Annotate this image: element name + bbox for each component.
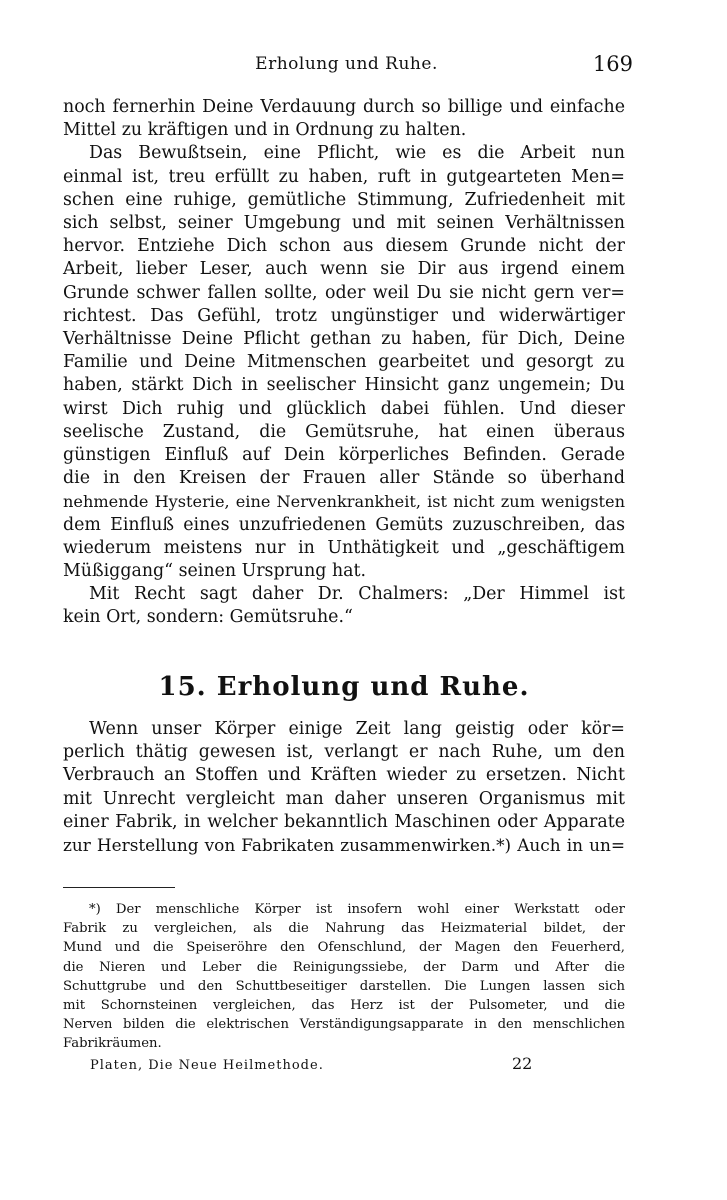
text-line: kein Ort, sondern: Gemütsruhe.“ xyxy=(63,607,353,628)
footnote-line: Fabrikräumen. xyxy=(63,1036,162,1052)
text-line: Mit Recht sagt daher Dr. Chalmers: „Der Himmel ist xyxy=(89,584,625,605)
text-line: dem Einfluß eines unzufriedenen Gemüts zuzuschreiben, das xyxy=(63,514,625,535)
running-title: Erholung und Ruhe. xyxy=(255,54,438,74)
text-line: Familie und Deine Mitmenschen gearbeitet und gesorgt zu xyxy=(63,352,625,373)
text-line: Wenn unser Körper einige Zeit lang geistig oder kör= xyxy=(89,719,625,739)
text-line: zur Herstellung von Fabrikaten zusammenwirken.*) Auch in un= xyxy=(63,835,625,856)
text-line: Grunde schwer fallen sollte, oder weil Du sie nicht gern ver= xyxy=(63,282,625,303)
text-line: sich selbst, seiner Umgebung und mit seinen Verhältnissen xyxy=(63,213,625,234)
footnote-line: die Nieren und Leber die Reinigungssiebe, der Darm und After die xyxy=(63,959,625,975)
footnote-line: Fabrik zu vergleichen, als die Nahrung das Heizmaterial bildet, der xyxy=(63,921,625,937)
text-line: einer Fabrik, in welcher bekanntlich Maschinen oder Apparate xyxy=(63,811,625,832)
text-line: richtest. Das Gefühl, trotz ungünstiger und widerwärtiger xyxy=(63,305,625,326)
section-text xyxy=(63,718,625,857)
sheet-number: 22 xyxy=(512,1054,533,1073)
footnote-line: Nerven bilden die elektrischen Verständigungsapparate in den menschlichen xyxy=(63,1017,625,1033)
signature-line: Platen, Die Neue Heilmethode. xyxy=(90,1058,324,1073)
section-heading: 15. Erholung und Ruhe. xyxy=(158,672,530,702)
footnote-line: mit Schornsteinen vergleichen, das Herz ist der Pulsometer, und die xyxy=(63,998,625,1014)
text-line: haben, stärkt Dich in seelischer Hinsicht ganz ungemein; Du xyxy=(63,375,625,396)
text-line: einmal ist, treu erfüllt zu haben, ruft in gutgearteten Men= xyxy=(63,166,625,187)
text-line: Das Bewußtsein, eine Pflicht, wie es die Arbeit nun xyxy=(89,143,625,164)
text-line: mit Unrecht vergleicht man daher unseren Organismus mit xyxy=(63,788,625,809)
text-line: hervor. Entziehe Dich schon aus diesem Grunde nicht der xyxy=(63,236,625,257)
text-line: Arbeit, lieber Leser, auch wenn sie Dir aus irgend einem xyxy=(63,259,625,280)
text-line: wiederum meistens nur in Unthätigkeit und „geschäftigem xyxy=(63,537,625,558)
text-line: noch fernerhin Deine Verdauung durch so billige und einfache xyxy=(63,97,625,117)
text-line: seelische Zustand, die Gemütsruhe, hat einen überaus xyxy=(63,421,625,442)
text-line: wirst Dich ruhig und glücklich dabei fühlen. Und dieser xyxy=(63,398,625,419)
footnote-line: Mund und die Speiseröhre den Ofenschlund, der Magen den Feuerherd, xyxy=(63,940,625,956)
text-line: perlich thätig gewesen ist, verlangt er nach Ruhe, um den xyxy=(63,742,625,763)
footnote-rule xyxy=(63,887,175,888)
text-line: Verhältnisse Deine Pflicht gethan zu haben, für Dich, Deine xyxy=(63,329,625,350)
footnote-line: *) Der menschliche Körper ist insofern wohl einer Werkstatt oder xyxy=(89,902,625,917)
page-number: 169 xyxy=(592,52,633,76)
text-line: nehmende Hysterie, eine Nervenkrankheit, ist nicht zum wenigsten xyxy=(63,492,625,512)
running-header xyxy=(64,50,633,84)
footnote-line: Schuttgrube und den Schuttbeseitiger darstellen. Die Lungen lassen sich xyxy=(63,978,625,994)
text-line: Müßiggang“ seinen Ursprung hat. xyxy=(63,561,367,582)
footnote xyxy=(63,900,625,1054)
text-line: schen eine ruhige, gemütliche Stimmung, Zufriedenheit mit xyxy=(63,189,625,210)
text-line: Verbrauch an Stoffen und Kräften wieder zu ersetzen. Nicht xyxy=(63,765,625,786)
text-line: günstigen Einfluß auf Dein körperliches Befinden. Gerade xyxy=(63,445,625,466)
text-line: die in den Kreisen der Frauen aller Stände so überhand xyxy=(63,468,625,489)
main-text xyxy=(63,96,625,630)
text-line: Mittel zu kräftigen und in Ordnung zu halten. xyxy=(63,120,467,141)
